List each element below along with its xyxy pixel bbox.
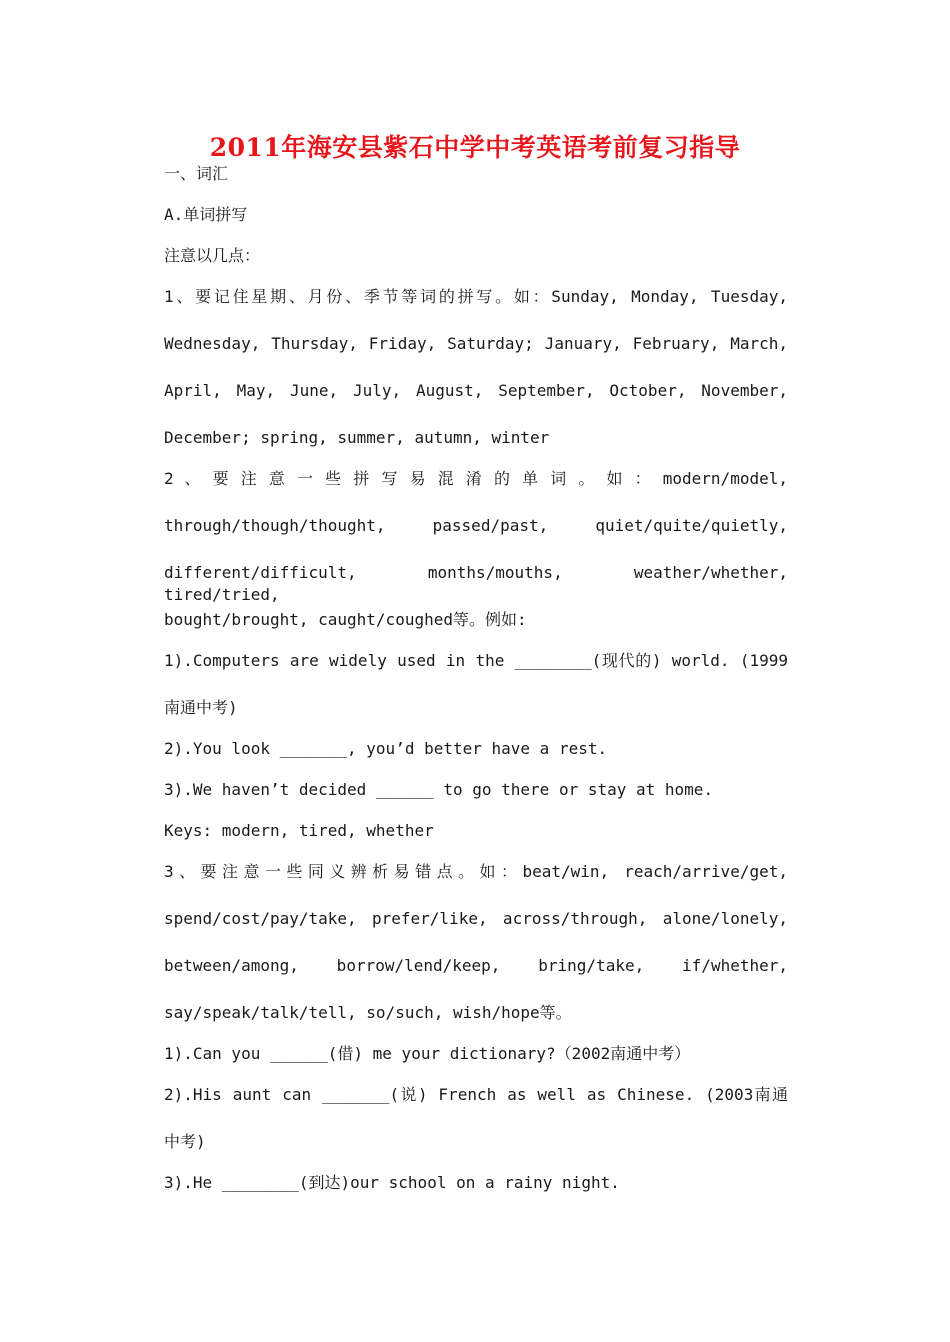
paragraph-line: different/difficult, months/mouths, weather/whether, tired/tried, [164, 563, 788, 604]
paragraph-line: Wednesday, Thursday, Friday, Saturday; January, February, March, [164, 334, 788, 353]
exercise-line: 2).His aunt can _______(说) French as well as Chinese. (2003南通 [164, 1085, 788, 1104]
paragraph-line: between/among, borrow/lend/keep, bring/take, if/whether, [164, 956, 788, 975]
exercise-line: 2).You look _______, you’d better have a rest. [164, 739, 608, 758]
paragraph-line: through/though/thought, passed/past, quiet/quite/quietly, [164, 516, 788, 535]
paragraph-line: December; spring, summer, autumn, winter [164, 428, 550, 447]
paragraph-line: April, May, June, July, August, September, October, November, [164, 381, 788, 400]
paragraph-line: 3、要注意一些同义辨析易错点。如：beat/win, reach/arrive/get, [164, 862, 788, 881]
exercise-line: 南通中考) [164, 698, 238, 717]
document-title: 2011年海安县紫石中学中考英语考前复习指导 [209, 133, 741, 162]
exercise-line: 中考) [164, 1132, 206, 1151]
notes-heading: 注意以几点： [164, 246, 261, 265]
exercise-line: 1).Computers are widely used in the ________(现代的) world. (1999 [164, 651, 788, 670]
exercise-line: 1).Can you ______(借) me your dictionary?（2002南通中考） [164, 1044, 691, 1063]
subsection-heading-spelling: A.单词拼写 [164, 205, 248, 224]
paragraph-line: 1、要记住星期、月份、季节等词的拼写。如：Sunday, Monday, Tuesday, [164, 287, 788, 306]
answer-keys: Keys: modern, tired, whether [164, 821, 434, 840]
section-heading-vocabulary: 一、词汇 [164, 164, 229, 183]
paragraph-line: spend/cost/pay/take, prefer/like, across/through, alone/lonely, [164, 909, 788, 928]
paragraph-line: bought/brought, caught/coughed等。例如: [164, 610, 527, 629]
exercise-line: 3).He ________(到达)our school on a rainy night. [164, 1173, 620, 1192]
exercise-line: 3).We haven’t decided ______ to go there or stay at home. [164, 780, 714, 799]
paragraph-line: say/speak/talk/tell, so/such, wish/hope等。 [164, 1003, 572, 1022]
paragraph-line: 2 、 要 注 意 一 些 拼 写 易 混 淆 的 单 词 。 如 ： modern/model, [164, 469, 788, 488]
